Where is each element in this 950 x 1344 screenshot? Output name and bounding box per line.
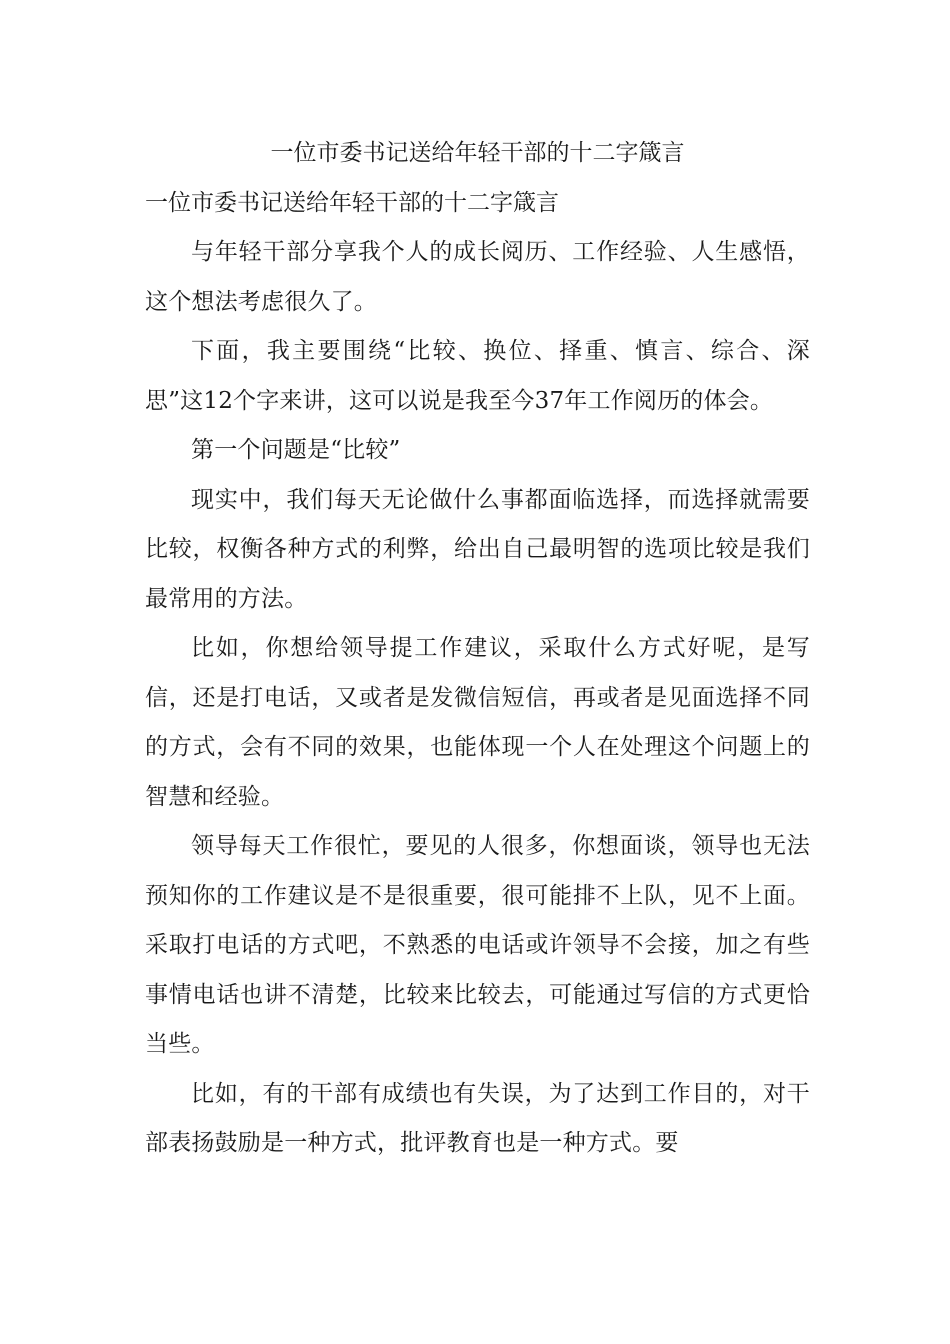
paragraph-example-suggestion: 比如，你想给领导提工作建议，采取什么方式好呢，是写信，还是打电话，又或者是发微信短信，再或者是见面选择不同的方式，会有不同的效果，也能体现一个人在处理这个问题上的智慧和经验。 bbox=[145, 635, 810, 810]
document-title: 一位市委书记送给年轻干部的十二字箴言 bbox=[270, 140, 685, 166]
paragraph-intro: 与年轻干部分享我个人的成长阅历、工作经验、人生感悟，这个想法考虑很久了。 bbox=[145, 239, 810, 315]
paragraph-choice: 现实中，我们每天无论做什么事都面临选择，而选择就需要比较，权衡各种方式的利弊，给出自己最明智的选项比较是我们最常用的方法。 bbox=[145, 486, 810, 612]
document-subtitle: 一位市委书记送给年轻干部的十二字箴言 bbox=[145, 190, 559, 216]
paragraph-example-cadre: 比如，有的干部有成绩也有失误，为了达到工作目的，对干部表扬鼓励是一种方式，批评教育也是一种方式。要 bbox=[145, 1080, 810, 1156]
section-heading-comparison: 第一个问题是“比较” bbox=[191, 437, 401, 463]
paragraph-twelve-characters: 下面，我主要围绕“比较、换位、择重、慎言、综合、深思”这12个字来讲，这可以说是我至今37年工作阅历的体会。 bbox=[145, 338, 810, 414]
document-body bbox=[145, 128, 810, 1169]
paragraph-leader-busy: 领导每天工作很忙，要见的人很多，你想面谈，领导也无法预知你的工作建议是不是很重要，很可能排不上队，见不上面。采取打电话的方式吧，不熟悉的电话或许领导不会接，加之有些事情电话也讲不清楚，比较来比较去，可能通过写信的方式更恰当些。 bbox=[145, 833, 810, 1057]
